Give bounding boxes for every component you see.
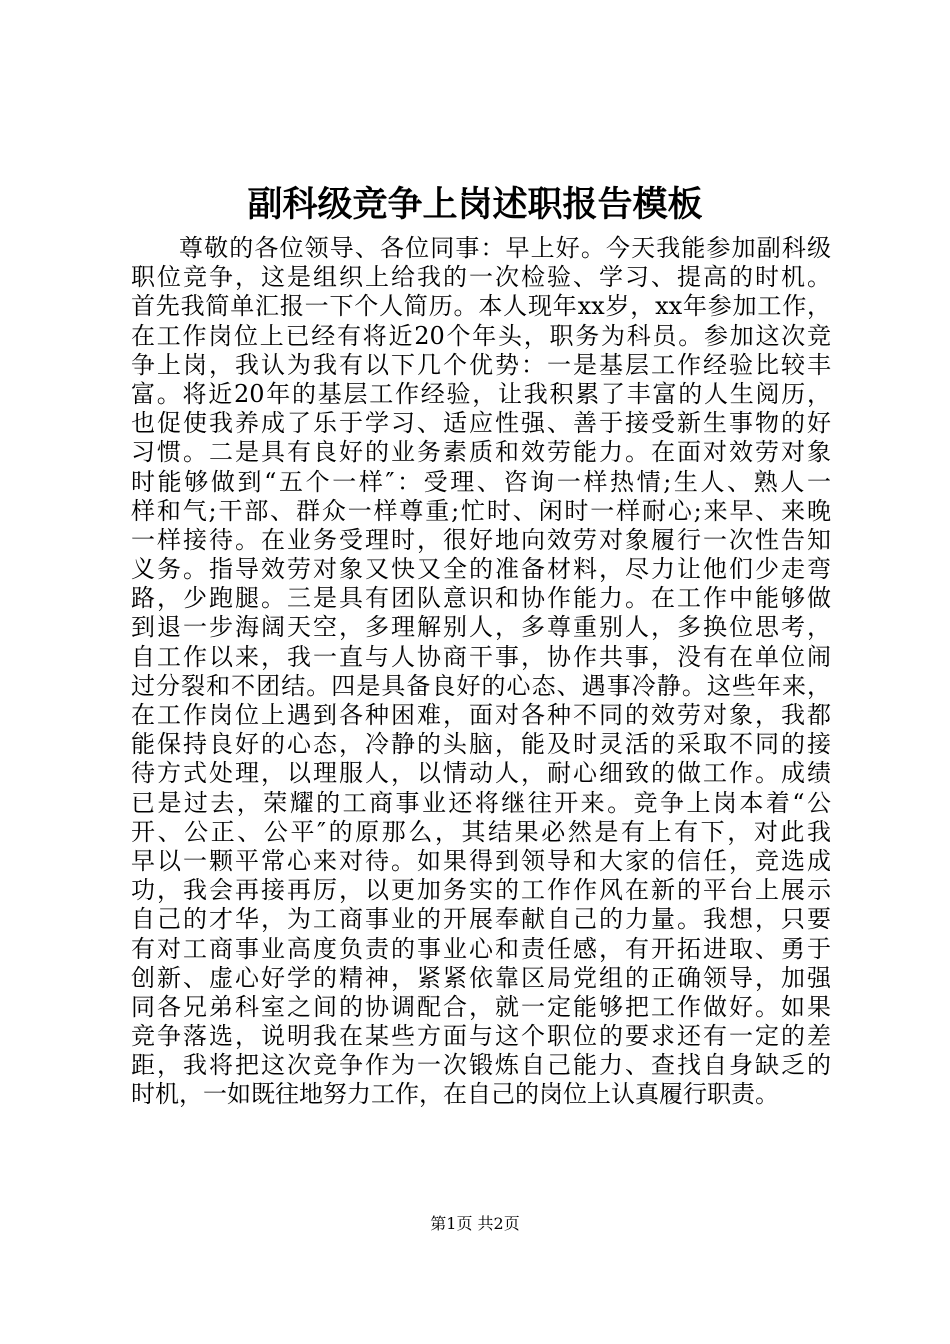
body-line: 待方式处理，以理服人，以情动人，耐心细致的做工作。成绩 (131, 759, 831, 788)
document-title: 副科级竞争上岗述职报告模板 (247, 184, 703, 225)
body-line: 开、公正、公平″的原那么，其结果必然是有上有下，对此我 (131, 817, 831, 846)
body-line: 过分裂和不团结。四是具备良好的心态、遇事冷静。这些年来， (131, 671, 831, 700)
page-footer: 第1页 共2页 (430, 1214, 520, 1233)
body-line: 距，我将把这次竞争作为一次锻炼自己能力、查找自身缺乏的 (131, 1051, 831, 1080)
body-line: 职位竞争，这是组织上给我的一次检验、学习、提高的时机。 (131, 263, 831, 292)
body-line: 自己的才华，为工商事业的开展奉献自己的力量。我想，只要 (131, 905, 831, 934)
body-line: 争上岗，我认为我有以下几个优势：一是基层工作经验比较丰 (131, 350, 831, 379)
body-line: 时能够做到“五个一样″：受理、咨询一样热情;生人、熟人一 (131, 467, 831, 496)
body-line: 在工作岗位上已经有将近20个年头，职务为科员。参加这次竞 (131, 321, 831, 350)
body-line: 路，少跑腿。三是具有团队意识和协作能力。在工作中能够做 (131, 584, 831, 613)
body-line: 创新、虚心好学的精神，紧紧依靠区局党组的正确领导，加强 (131, 963, 831, 992)
body-line: 尊敬的各位领导、各位同事：早上好。今天我能参加副科级 (179, 234, 831, 262)
body-line: 已是过去，荣耀的工商事业还将继往开来。竞争上岗本着“公 (131, 788, 831, 817)
body-line: 首先我简单汇报一下个人简历。本人现年xx岁，xx年参加工作， (131, 292, 831, 321)
body-line: 自工作以来，我一直与人协商干事，协作共事，没有在单位闹 (131, 642, 831, 671)
body-line: 习惯。二是具有良好的业务素质和效劳能力。在面对效劳对象 (131, 438, 831, 467)
body-line: 也促使我养成了乐于学习、适应性强、善于接受新生事物的好 (131, 409, 831, 438)
document-body (131, 234, 831, 1110)
body-line: 功，我会再接再厉，以更加务实的工作作风在新的平台上展示 (131, 876, 831, 905)
body-line: 富。将近20年的基层工作经验，让我积累了丰富的人生阅历， (131, 379, 831, 408)
body-line: 义务。指导效劳对象又快又全的准备材料，尽力让他们少走弯 (131, 555, 831, 584)
body-line: 同各兄弟科室之间的协调配合，就一定能够把工作做好。如果 (131, 992, 831, 1021)
body-line: 早以一颗平常心来对待。如果得到领导和大家的信任，竞选成 (131, 846, 831, 875)
body-line: 到退一步海阔天空，多理解别人，多尊重别人，多换位思考， (131, 613, 831, 642)
body-line: 一样接待。在业务受理时，很好地向效劳对象履行一次性告知 (131, 525, 831, 554)
body-line: 在工作岗位上遇到各种困难，面对各种不同的效劳对象，我都 (131, 701, 831, 729)
body-line: 能保持良好的心态，冷静的头脑，能及时灵活的采取不同的接 (131, 730, 831, 759)
body-line: 样和气;干部、群众一样尊重;忙时、闲时一样耐心;来早、来晚 (131, 496, 831, 525)
body-line: 竞争落选，说明我在某些方面与这个职位的要求还有一定的差 (131, 1022, 831, 1051)
body-line: 有对工商事业高度负责的事业心和责任感，有开拓进取、勇于 (131, 934, 831, 963)
body-line: 时机，一如既往地努力工作，在自己的岗位上认真履行职责。 (131, 1080, 779, 1109)
